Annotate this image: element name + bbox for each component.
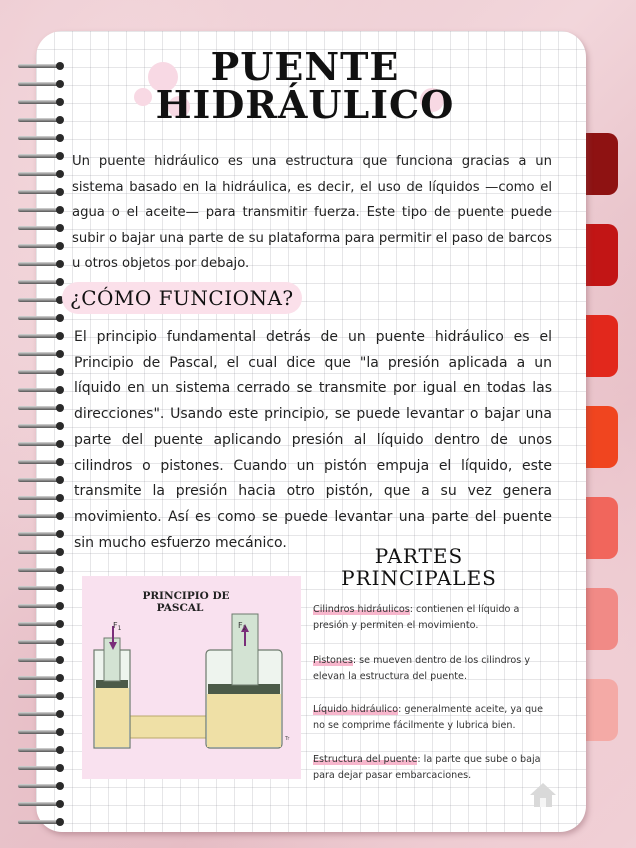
- spiral-ring: [18, 708, 68, 720]
- spiral-ring: [18, 780, 68, 792]
- hydraulic-press-illustration: [82, 576, 301, 779]
- part-description: : se mueven dentro de los cilindros y elevan la estructura del puente.: [313, 655, 531, 682]
- explanation-paragraph: El principio fundamental detrás de un puente hidráulico es el Principio de Pascal, el cual dice que "la presión aplicada a un líquido en un sistema cerrado se transmite por igual en todas las direcciones". Usando este principio, se puede levantar o bajar una parte del puente aplicando presión al líquido dentro de unos cilindros o pistones. Cuando un pistón empuja el líquido, este transmite la presión hacia otro pistón, que a su vez genera movimiento. Así es como se puede levantar una parte del puente sin mucho esfuerzo mecánico.: [74, 329, 552, 551]
- part-term: Pistones: [313, 655, 353, 666]
- spiral-ring: [18, 132, 68, 144]
- spiral-ring: [18, 78, 68, 90]
- spiral-ring: [18, 618, 68, 630]
- spiral-ring: [18, 204, 68, 216]
- spiral-ring: [18, 438, 68, 450]
- spiral-ring: [18, 366, 68, 378]
- spiral-ring: [18, 582, 68, 594]
- spiral-ring: [18, 672, 68, 684]
- spiral-ring: [18, 690, 68, 702]
- spiral-ring: [18, 654, 68, 666]
- spiral-ring: [18, 744, 68, 756]
- section-heading: [62, 282, 302, 314]
- part-item: [313, 602, 549, 633]
- part-item: [313, 752, 549, 783]
- spiral-ring: [18, 816, 68, 828]
- spiral-ring: [18, 492, 68, 504]
- parts-heading-line-1: PARTES: [374, 544, 464, 568]
- spiral-ring: [18, 348, 68, 360]
- part-term: Estructura del puente: [313, 754, 418, 765]
- page-title: [150, 44, 460, 127]
- pascal-diagram: [82, 576, 301, 779]
- spiral-ring: [18, 186, 68, 198]
- diagram-title-line-1: PRINCIPIO DE: [142, 590, 230, 602]
- spiral-ring: [18, 222, 68, 234]
- spiral-ring: [18, 456, 68, 468]
- intro-paragraph: Un puente hidráulico es una estructura que funciona gracias a un sistema basado en la hidráulica, es decir, el uso de líquidos —como el agua o el aceite— para transmitir fuerza. Este tipo de puente puede subir o bajar una parte de su plataforma para permitir el paso de barcos u otros objetos por debajo.: [72, 154, 552, 271]
- spiral-ring: [18, 636, 68, 648]
- spiral-ring: [18, 312, 68, 324]
- spiral-ring: [18, 276, 68, 288]
- spiral-ring: [18, 402, 68, 414]
- spiral-ring: [18, 600, 68, 612]
- diagram-title-line-2: PASCAL: [156, 602, 204, 614]
- spiral-ring: [18, 564, 68, 576]
- part-item: [313, 653, 549, 684]
- section-heading-text: ¿CÓMO FUNCIONA?: [70, 286, 294, 310]
- home-icon[interactable]: [528, 780, 558, 810]
- spiral-ring: [18, 150, 68, 162]
- spiral-ring: [18, 258, 68, 270]
- title-line-2: HIDRÁULICO: [155, 82, 455, 127]
- spiral-ring: [18, 240, 68, 252]
- title-line-1: PUENTE: [210, 44, 400, 89]
- part-description: : la parte que sube o baja para dejar pasar embarcaciones.: [313, 754, 541, 781]
- spiral-ring: [18, 60, 68, 72]
- parts-heading: [328, 545, 510, 589]
- parts-heading-line-2: PRINCIPALES: [341, 566, 497, 590]
- spiral-ring: [18, 510, 68, 522]
- force-label-f1: $F_1$: [113, 621, 122, 632]
- spiral-ring: [18, 726, 68, 738]
- spiral-ring: [18, 168, 68, 180]
- part-description: : generalmente aceite, ya que no se comprime fácilmente y lubrica bien.: [313, 704, 544, 731]
- spiral-ring: [18, 474, 68, 486]
- spiral-ring: [18, 420, 68, 432]
- force-label-f2: $F_2$: [238, 621, 247, 632]
- spiral-ring: [18, 384, 68, 396]
- part-term: Líquido hidráulico: [313, 704, 399, 715]
- spiral-ring: [18, 96, 68, 108]
- part-description: : contienen el líquido a presión y permiten el movimiento.: [313, 604, 520, 631]
- spiral-ring: [18, 294, 68, 306]
- spiral-ring: [18, 546, 68, 558]
- spiral-ring: [18, 762, 68, 774]
- spiral-ring: [18, 528, 68, 540]
- spiral-ring: [18, 114, 68, 126]
- spiral-ring: [18, 798, 68, 810]
- diagram-credit: Tr: [285, 736, 290, 742]
- part-item: [313, 702, 549, 733]
- part-term: Cilindros hidráulicos: [313, 604, 410, 615]
- spiral-ring: [18, 330, 68, 342]
